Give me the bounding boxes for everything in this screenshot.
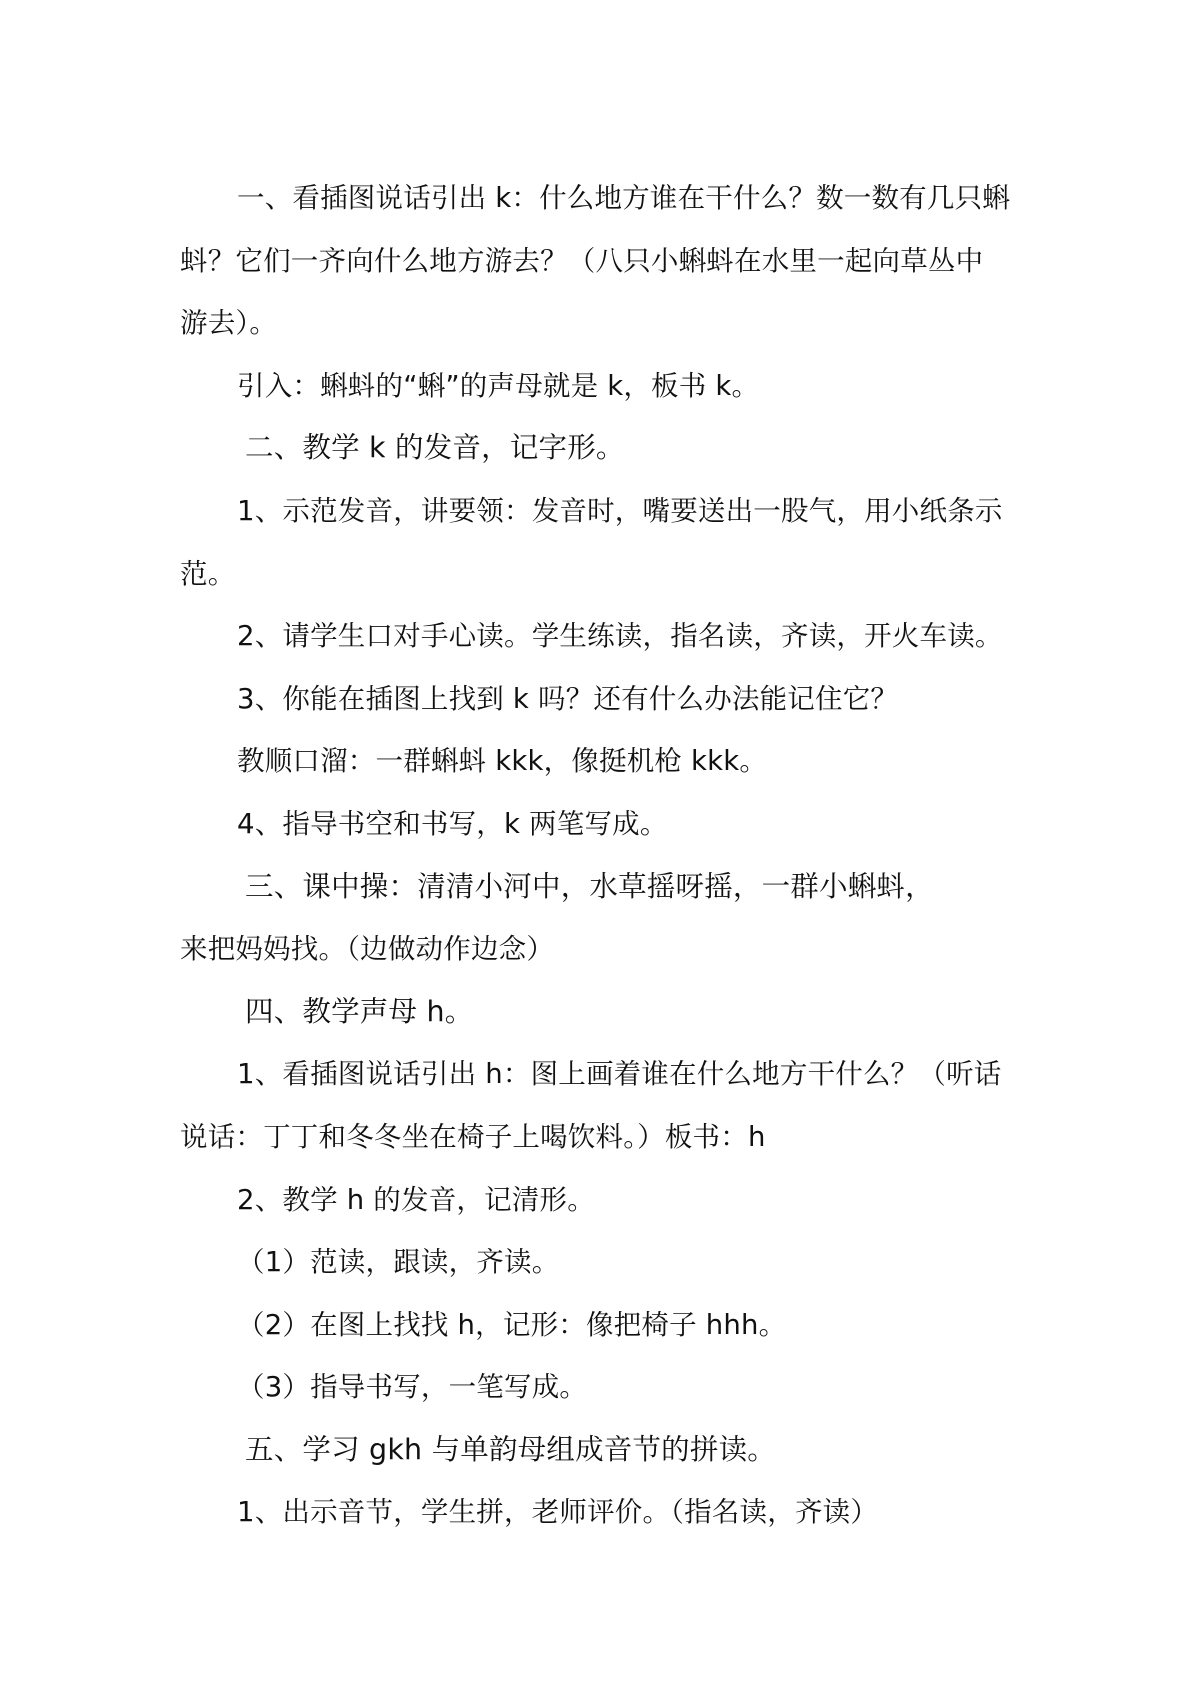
section-three-heading: 三、课中操：清清小河中，水草摇呀摇，一群小蝌蚪，	[245, 869, 934, 903]
step-1-demo-line-1: 1、示范发音，讲要领：发音时，嘴要送出一股气，用小纸条示	[237, 494, 1003, 527]
section-five-heading: 五、学习 gkh 与单韵母组成音节的拼读。	[245, 1432, 776, 1466]
rhyme-paragraph: 教顺口溜：一群蝌蚪 kkk，像挺机枪 kkk。	[237, 745, 768, 778]
h-substep-1: （1）范读，跟读，齐读。	[237, 1246, 560, 1279]
section-two-heading: 二、教学 k 的发音，记字形。	[245, 431, 625, 465]
step-2-practice: 2、请学生口对手心读。学生练读，指名读，齐读，开火车读。	[237, 620, 1003, 653]
section-four-heading: 四、教学声母 h。	[245, 994, 474, 1028]
section-one-paragraph-line-3: 游去）。	[180, 307, 278, 340]
introduce-k-paragraph: 引入：蝌蚪的“蝌”的声母就是 k，板书 k。	[237, 369, 760, 402]
section-three-line-2: 来把妈妈找。（边做动作边念）	[180, 933, 555, 966]
step-1-demo-line-2: 范。	[180, 557, 236, 590]
h-step-1-line-1: 1、看插图说话引出 h：图上画着谁在什么地方干什么？（听话	[237, 1058, 1002, 1091]
section-one-paragraph-line-1: 一、看插图说话引出 k：什么地方谁在干什么？数一数有几只蝌	[237, 182, 1010, 214]
step-4-writing: 4、指导书空和书写，k 两笔写成。	[237, 807, 668, 840]
h-step-2: 2、教学 h 的发音，记清形。	[237, 1183, 595, 1216]
h-step-1-line-2: 说话：丁丁和冬冬坐在椅子上喝饮料。）板书：h	[180, 1120, 766, 1153]
section-five-step-1: 1、出示音节，学生拼，老师评价。（指名读，齐读）	[237, 1496, 879, 1529]
section-one-paragraph-line-2: 蚪？它们一齐向什么地方游去？（八只小蝌蚪在水里一起向草丛中	[180, 244, 984, 277]
h-substep-3: （3）指导书写，一笔写成。	[237, 1371, 588, 1404]
lesson-plan-text	[180, 167, 1020, 1544]
step-3-find-k: 3、你能在插图上找到 k 吗？还有什么办法能记住它？	[237, 682, 899, 715]
h-substep-2: （2）在图上找找 h，记形：像把椅子 hhh。	[237, 1308, 787, 1341]
